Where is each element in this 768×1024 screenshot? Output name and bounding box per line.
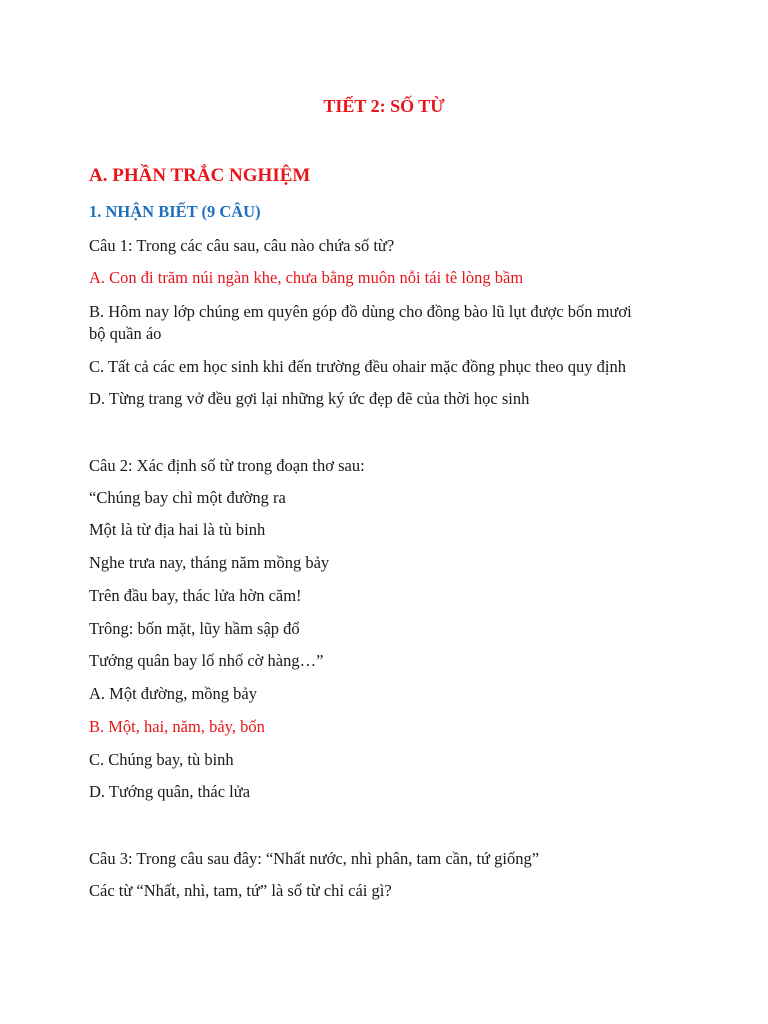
q2-answer-b-correct: B. Một, hai, năm, bảy, bốn	[89, 717, 265, 736]
q1-answer-a-correct: A. Con đi trăm núi ngàn khe, chưa bằng muôn nỗi tái tê lòng bầm	[89, 268, 524, 287]
poem-line-6: Tướng quân bay lố nhố cờ hàng…”	[89, 651, 324, 670]
poem-line-1: “Chúng bay chỉ một đường ra	[89, 488, 286, 507]
q2-answer-c: C. Chúng bay, tù binh	[89, 750, 234, 769]
q1-answer-d: D. Từng trang vở đều gợi lại những ký ức đẹp đẽ của thời học sinh	[89, 389, 530, 408]
q2-answer-d: D. Tướng quân, thác lửa	[89, 782, 251, 801]
q2-answer-a: A. Một đường, mồng bảy	[89, 684, 257, 703]
page-title: TIẾT 2: SỐ TỪ	[323, 96, 445, 116]
question-2: Câu 2: Xác định số từ trong đoạn thơ sau:	[89, 456, 365, 475]
subsection-heading: 1. NHẬN BIẾT (9 CÂU)	[89, 202, 261, 221]
q1-answer-c: C. Tất cả các em học sinh khi đến trường đều ohair mặc đồng phục theo quy định	[89, 357, 626, 376]
poem-line-5: Trông: bốn mặt, lũy hầm sập đổ	[89, 619, 300, 638]
question-1: Câu 1: Trong các câu sau, câu nào chứa số từ?	[89, 236, 395, 255]
poem-line-2: Một là từ địa hai là tù binh	[89, 520, 266, 539]
question-3-followup: Các từ “Nhất, nhì, tam, tứ” là số từ chỉ cái gì?	[89, 881, 392, 900]
poem-line-4: Trên đầu bay, thác lửa hờn căm!	[89, 586, 302, 605]
section-heading: A. PHẦN TRẮC NGHIỆM	[89, 165, 311, 186]
q1-answer-b-continued: bộ quần áo	[89, 324, 162, 343]
q1-answer-b: B. Hôm nay lớp chúng em quyên góp đồ dùng cho đồng bào lũ lụt được bốn mươi	[89, 302, 632, 321]
poem-line-3: Nghe trưa nay, tháng năm mồng bảy	[89, 553, 330, 572]
question-3: Câu 3: Trong câu sau đây: “Nhất nước, nhì phân, tam cần, tứ giống”	[89, 849, 540, 868]
